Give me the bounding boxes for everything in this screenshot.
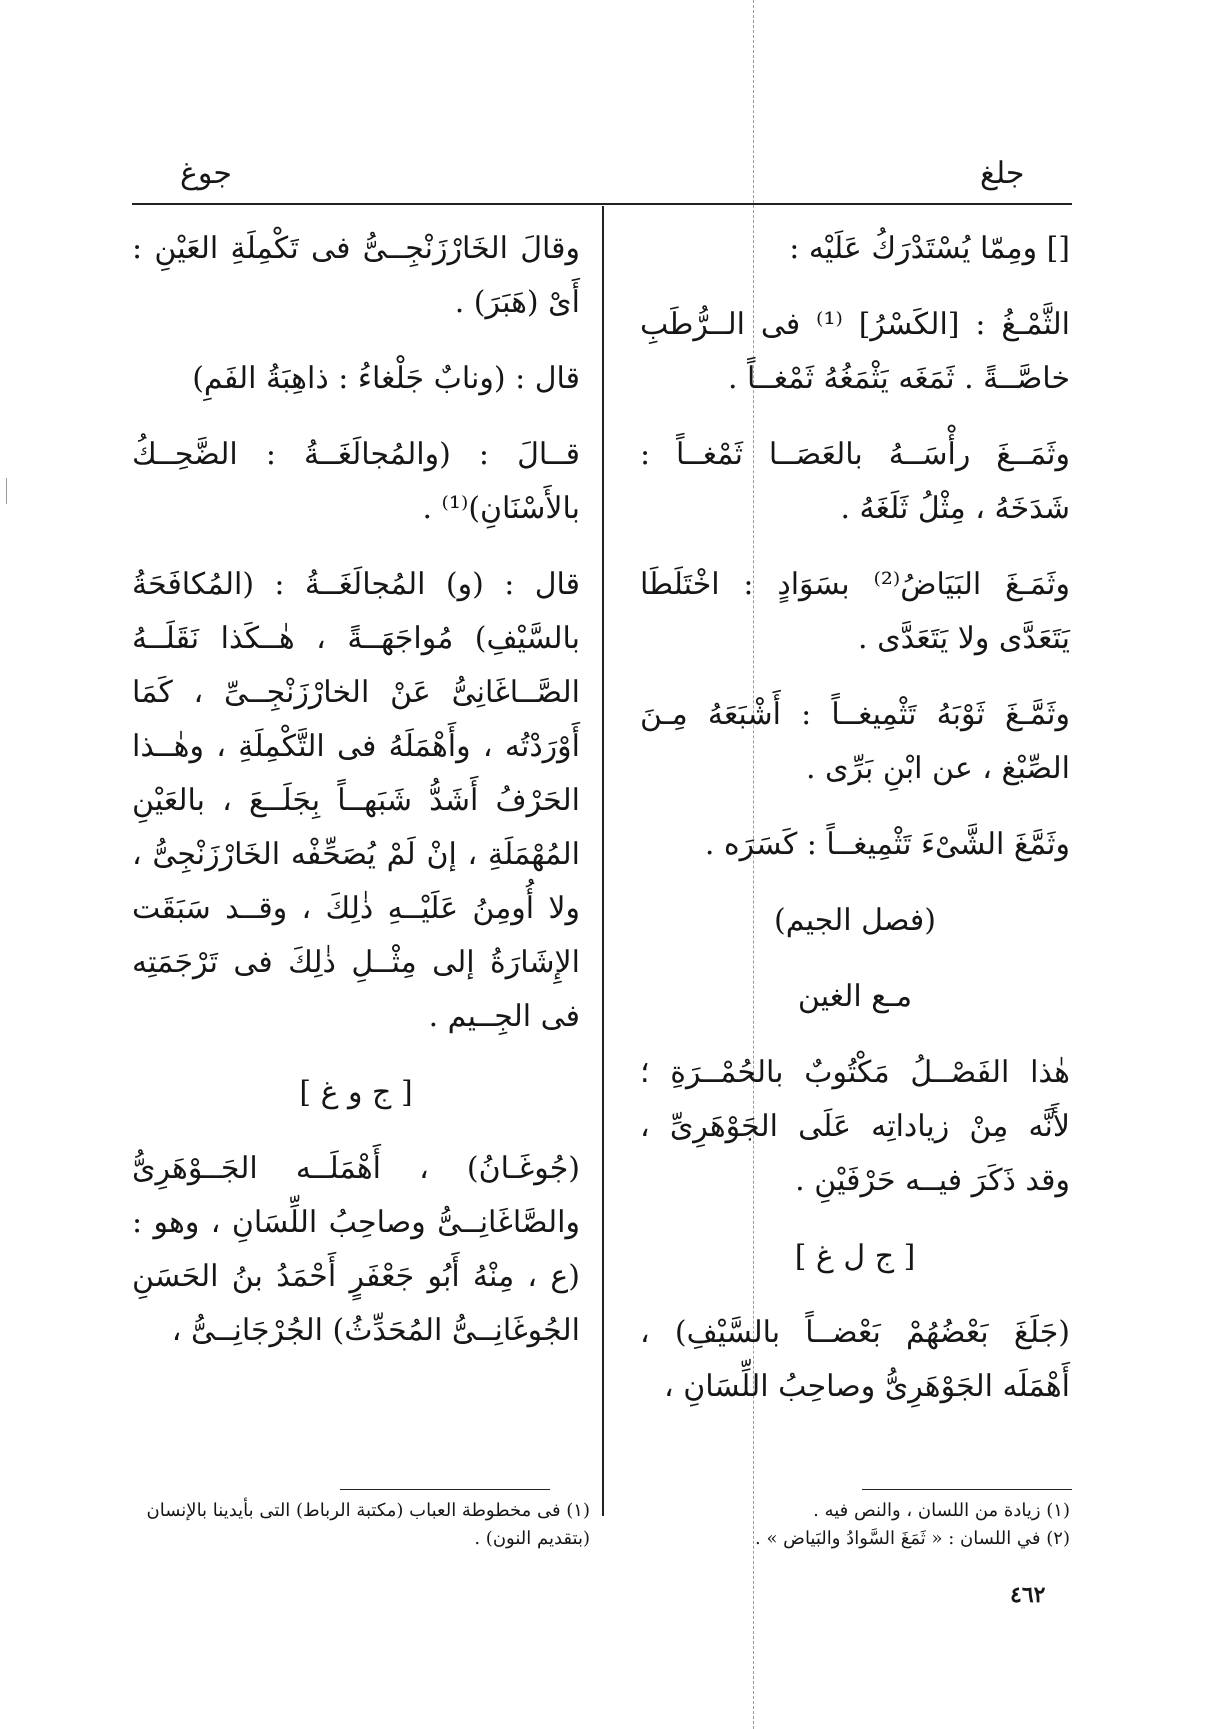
paragraph: الثَّمْـغُ : [الكَسْرُ] ⁽¹⁾ فى الــرُّطَبِ خاصَّــةً . ثَمَغَه يَثْمَغُهُ ثَمْغــاً . [640,307,1070,396]
footnote: (٢) في اللسان : « ثَمَغَ السَّوادُ والبَياض » . [755,1528,1070,1549]
paragraph: قــالَ : (والمُجالَغَــةُ : الضَّحِــكُ بالأَسْنَانِ)⁽¹⁾ . [132,437,580,526]
footnotes-left [120,1497,590,1553]
paragraph: قال : (ونابٌ جَلْغاءُ : ذاهِبَةُ الفَمِ) [192,361,580,396]
footnotes-right [640,1497,1070,1553]
column-divider [602,206,604,1516]
footnote-rule-right [862,1489,1072,1490]
footnote: (١) زيادة من اللسان ، والنص فيه . [813,1500,1070,1521]
paragraph: وقالَ الخَارْزَنْجِــىُّ فى تَكْمِلَةِ العَيْنِ : أَىْ (هَبَرَ) . [132,231,580,320]
paragraph: وثَمَــغَ رأْسَــهُ بالعَصَــا ثَمْغــاً : شَدَخَهُ ، مِثْلُ ثَلَغَهُ . [640,437,1070,526]
page-number: ٤٦٢ [1010,1582,1046,1608]
paragraph: قال : (و) المُجالَغَــةُ : (المُكافَحَةُ بالسَّيْفِ) مُواجَهَــةً ، هٰــكَذا نَقَلَــهُ الصَّــاغَانِىُّ عَنْ الخارْزَنْجِــىِّ ، كَمَا أَوْرَدْتُه ، وأَهْمَلَهُ فى التَّكْمِلَةِ ، وهٰــذا الحَرْفُ أَشَدُّ شَبَهــاً بِجَلَــعَ ، بالعَيْنِ المُهْمَلَةِ ، إنْ لَمْ يُصَحِّفْه الخَارْزَنْجِىُّ ، ولا أُومِنُ عَلَيْــهِ ذٰلِكَ ، وقــد سَبَقَت الإِشَارَةُ إلى مِثْــلِ ذٰلِكَ فى تَرْجَمَتِه فى الجِــيم . [132,567,580,1034]
root-heading: [ ج و غ ] [299,1075,413,1110]
header-rule [132,203,1072,205]
section-intro: هٰذا الفَصْــلُ مَكْتُوبٌ بالحُمْــرَةِ ؛ لأَنَّه مِنْ زياداتِه عَلَى الجَوْهَرِىِّ ، وقد ذَكَرَ فيــه حَرْفَيْنِ . [640,1055,1070,1198]
left-column [132,222,580,1380]
footnote-rule-left [340,1489,550,1490]
right-column [640,222,1070,1436]
header-word-left: جوغ [180,156,232,191]
section-subtitle: مـع الغين [797,979,913,1014]
entry-text: (جُوغَـانُ) ، أَهْمَلَــه الجَــوْهَرِىُّ والصَّاغَانِــىُّ وصاحِبُ اللِّسَانِ ، وهو : (ع ، مِنْهُ أَبُو جَعْفَرٍ أَحْمَدُ بنُ الحَسَنِ الجُوغَانِــىُّ المُحَدِّثُ) الجُرْجَانِــىُّ ، [132,1151,580,1348]
section-title: (فصل الجيم) [774,903,936,938]
entry-text: (جَلَغَ بَعْضُهُمْ بَعْضــاً بالسَّيْفِ) ، أَهْمَلَه الجَوْهَرِىُّ وصاحِبُ اللِّسَانِ ، [640,1315,1070,1404]
header-word-right: جلغ [980,156,1025,191]
paragraph: وثَمَّـغَ ثَوْبَهُ تَثْمِيغــاً : أَشْبَعَهُ مِـنَ الصِّبْغ ، عن ابْنِ بَرِّى . [640,697,1070,786]
paragraph: [] ومِمّا يُسْتَدْرَكُ عَلَيْه : [789,231,1070,266]
footnote: (١) فى مخطوطة العباب (مكتبة الرباط) التى بأيدينا بالإنسان (بتقديم النون) . [146,1500,590,1549]
paragraph: وثَمَّغَ الشَّىْءَ تَثْمِيغــاً : كَسَرَه . [704,827,1070,862]
edge-mark [6,478,11,504]
paragraph: وثَمَـغَ البَيَاضُ⁽²⁾ بسَوَادٍ : اخْتَلَطَا يَتَعَدَّى ولا يَتَعَدَّى . [640,567,1070,656]
root-heading: [ ج ل غ ] [794,1239,916,1274]
